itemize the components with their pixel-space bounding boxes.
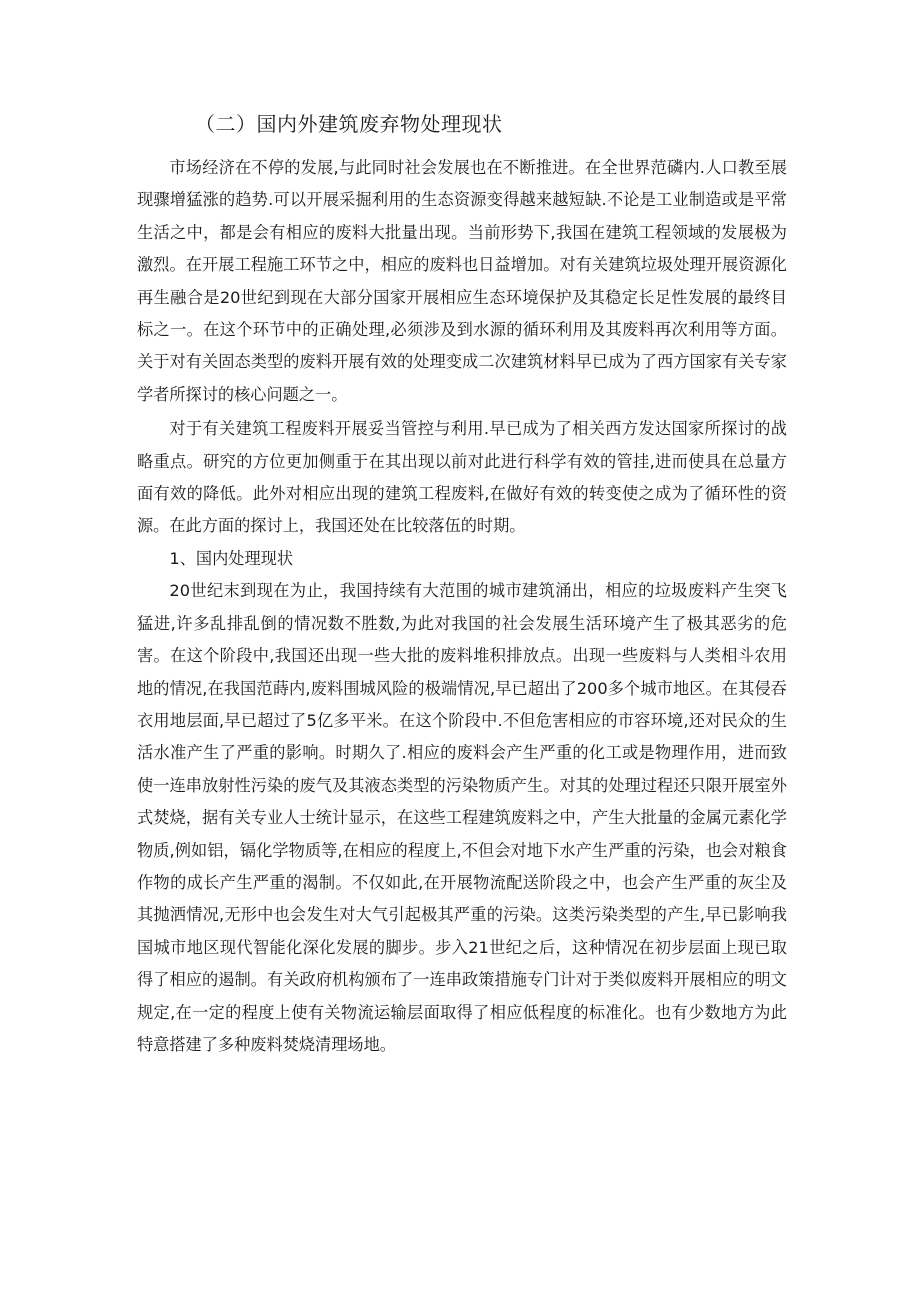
paragraph-2: 对于有关建筑工程废料开展妥当管控与利用.早已成为了相关西方发达国家所探讨的战略重点。研究的方位更加侧重于在其出现以前对此进行科学有效的管挂,进而使具在总量方面有效的降低。此外对相应出现的建筑工程废料,在做好有效的转变使之成为了循环性的资源。在此方面的探讨上，我国还处在比较落伍的时期。: [137, 419, 787, 536]
paragraph-3: 20世纪末到现在为止，我国持续有大范围的城市建筑涌出，相应的垃圾废料产生突飞猛进,许多乱排乱倒的情况数不胜数,为此对我国的社会发展生活环境产生了极其恶劣的危害。在这个阶段中,我国还出现一些大批的废料堆积排放点。出现一些废料与人类相斗农用地的情况,在我国范蒔内,废料围城风险的极端情况,早已超出了200多个城市地区。在其侵吞衣用地层面,早已超过了5亿多平米。在这个阶段中.不但危害相应的市容环境,还对民众的生活水准产生了严重的影响。时期久了.相应的废料会产生严重的化工或是物理作用，进而致使一连串放射性污染的废气及其液态类型的污染物质产生。对其的处理过程还只限开展室外式焚烧，据有关专业人士统计显示，在这些工程建筑废料之中，产生大批量的金属元素化学物质,例如铝，镉化学物质等,在相应的程度上,不但会对地下水产生严重的污染，也会对粮食作物的成长产生严重的渴制。不仅如此,在开展物流配送阶段之中，也会产生严重的灰尘及其抛洒情况,无形中也会发生对大气引起极其严重的污染。这类污染类型的产生,早已影响我国城市地区现代智能化深化发展的脚步。步入21世纪之后，这种情况在初步层面上现已取得了相应的遏制。有关政府机构颁布了一连串政策措施专门计对于类似废料开展相应的明文规定,在一定的程度上使有关物流运输层面取得了相应低程度的标准化。也有少数地方为此特意搭建了多种废料焚烧清理场地。: [137, 581, 787, 1054]
subsection-heading: 1、国内处理现状: [169, 548, 294, 568]
document-body: [137, 108, 787, 1061]
paragraph-1: 市场经济在不停的发展,与此同时社会发展也在不断推进。在全世界范磷内.人口教至展现骤增猛涨的趋势.可以开展采掘利用的生态资源变得越来越短缺.不论是工业制造或是平常生活之中，都是会有相应的废料大批量出现。当前形势下,我国在建筑工程领域的发展极为激烈。在开展工程施工环节之中，相应的废料也日益增加。对有关建筑垃圾处理开展资源化再生融合是20世纪到现在大部分国家开展相应生态环境保护及其稳定长足性发展的最终目标之一。在这个环节中的正确处理,必须涉及到水源的循环利用及其废料再次利用等方面。关于对有关固态类型的废料开展有效的处理变成二次建筑材料早已成为了西方国家有关专家学者所探讨的核心问题之一。: [137, 158, 787, 404]
section-heading: （二）国内外建筑废弃物处理现状: [195, 112, 503, 136]
